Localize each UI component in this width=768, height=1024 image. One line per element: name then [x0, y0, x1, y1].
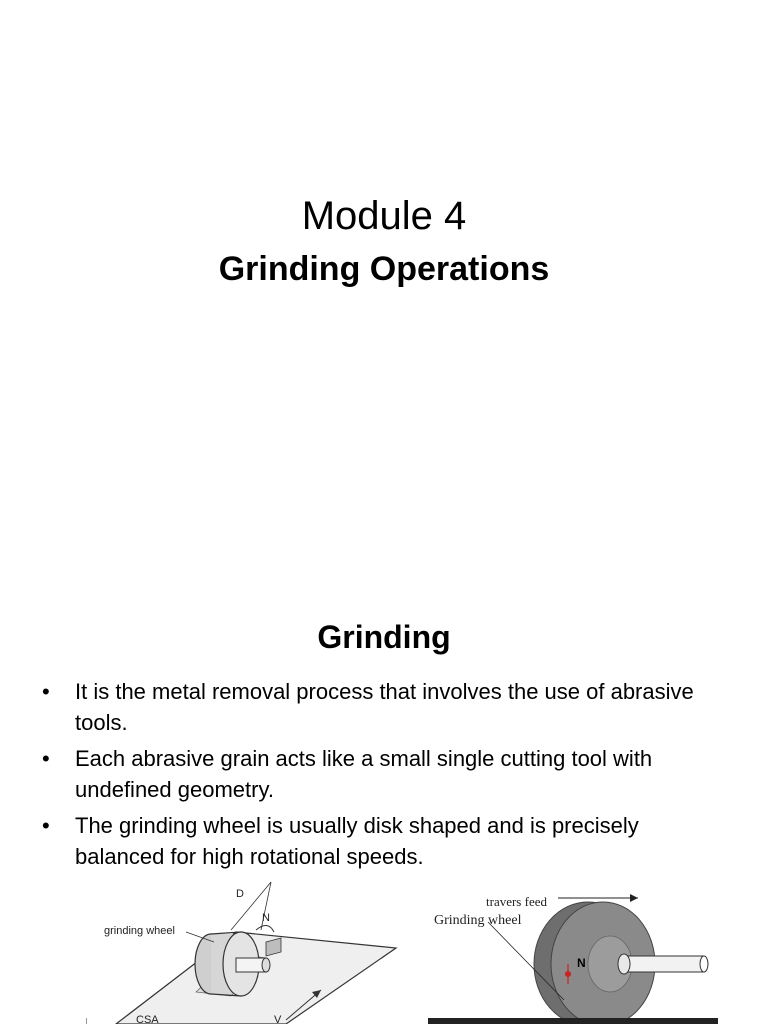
module-subtitle: Grinding Operations	[218, 250, 550, 288]
workpiece-edge	[428, 1018, 718, 1024]
bullet-dot: •	[42, 746, 50, 771]
bullet-dot: •	[42, 679, 50, 704]
shaft-collar	[618, 954, 630, 974]
grinding-slide	[0, 512, 768, 1024]
feed-arrow-head	[630, 894, 638, 902]
shaft-end	[700, 956, 708, 972]
spindle-end	[262, 958, 270, 972]
bullet-text: Each abrasive grain acts like a small single cutting tool with undefined geometry.	[75, 746, 653, 802]
bullet-dot: •	[42, 813, 50, 838]
grinding-wheel-label: Grinding wheel	[434, 913, 522, 928]
travers-feed-label: travers feed	[486, 894, 547, 909]
n-label: N	[577, 956, 586, 970]
surface-grinding-diagram	[86, 872, 406, 1024]
rotation-arrow	[256, 925, 274, 932]
bullet-item	[42, 676, 722, 738]
slide-title: Grinding	[317, 619, 451, 655]
bullet-item	[42, 743, 722, 805]
module-title: Module 4	[301, 194, 467, 238]
csa-label: CSA	[136, 1014, 159, 1024]
shaft	[624, 956, 704, 972]
bullet-text: It is the metal removal process that involves the use of abrasive tools.	[75, 679, 694, 735]
bullet-item	[42, 810, 722, 872]
surface-grinding-drawing	[86, 872, 406, 1024]
traverse-grinding-drawing	[428, 872, 718, 1024]
n-label: N	[262, 912, 270, 924]
d-label: D	[236, 888, 244, 900]
traverse-grinding-diagram	[428, 872, 718, 1024]
bullet-list	[42, 676, 722, 877]
v-label: V	[274, 1014, 282, 1024]
grinding-wheel-label: grinding wheel	[104, 925, 175, 937]
bullet-text: The grinding wheel is usually disk shaped and is precisely balanced for high rotational speeds.	[75, 813, 639, 869]
